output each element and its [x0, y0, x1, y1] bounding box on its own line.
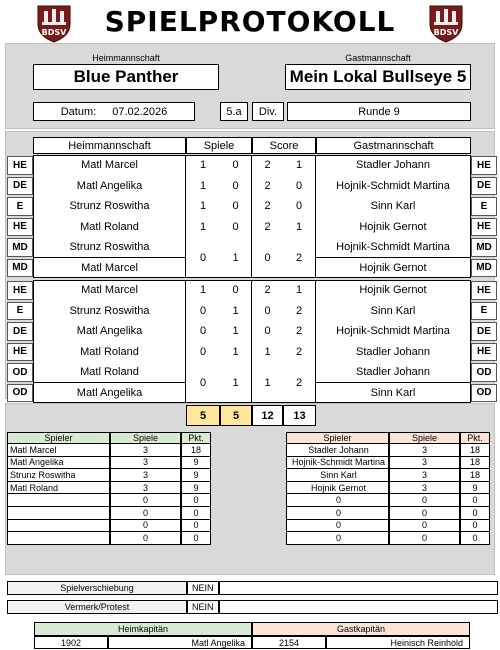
- stats-pts-cell: 0: [181, 507, 211, 520]
- stats-pts-cell: 9: [181, 457, 211, 470]
- match-type-home: MD: [7, 238, 33, 257]
- match-type-away: MD: [471, 259, 497, 278]
- table-header-games: Spiele: [186, 137, 252, 154]
- stats-games-cell: 3: [110, 457, 181, 470]
- note-extra: [219, 600, 498, 614]
- match-away-player: Sinn Karl: [316, 383, 471, 404]
- stats-name-cell: Sinn Karl: [286, 469, 389, 482]
- match-home-games: 1: [186, 280, 220, 301]
- total-away-score: 13: [283, 405, 316, 426]
- match-away-player: Hojnik Gernot: [316, 217, 471, 238]
- stats-name-cell: Hojnik-Schmidt Martina: [286, 457, 389, 470]
- match-away-player: Hojnik Gernot: [316, 258, 471, 279]
- home-captain-id: 1902: [34, 636, 108, 649]
- match-type-away: OD: [471, 363, 497, 382]
- stats-name-cell: 0: [286, 494, 389, 507]
- total-home-score: 12: [252, 405, 283, 426]
- match-home-score: 2: [252, 280, 283, 301]
- away-team-label: Gastmannschaft: [345, 53, 411, 63]
- league-field: 5.a: [220, 102, 248, 121]
- match-away-score: 1: [283, 155, 316, 176]
- match-away-games: 1: [220, 237, 252, 278]
- stats-pts-cell: 0: [181, 520, 211, 533]
- postponement-label: Spielverschiebung: [7, 581, 187, 595]
- stats-name-cell: [7, 520, 110, 533]
- stats-name-cell: 0: [286, 507, 389, 520]
- match-away-player: Stadler Johann: [316, 342, 471, 363]
- division-field: Div.: [252, 102, 284, 121]
- stats-pts-cell: 0: [460, 494, 490, 507]
- match-away-player: Sinn Karl: [316, 196, 471, 217]
- match-away-games: 0: [220, 196, 252, 217]
- away-captain-header: Gastkapitän: [252, 622, 470, 636]
- match-away-score: 2: [283, 321, 316, 342]
- match-away-player: Hojnik Gernot: [316, 280, 471, 301]
- away-team-name: Mein Lokal Bullseye 5: [285, 64, 471, 90]
- stats-games-cell: 3: [110, 469, 181, 482]
- match-away-games: 0: [220, 280, 252, 301]
- stats-games-cell: 3: [389, 482, 460, 495]
- match-type-home: HE: [7, 281, 33, 300]
- match-type-away: HE: [471, 156, 497, 175]
- postponement-value: NEIN: [187, 581, 219, 595]
- stats-games-cell: 0: [110, 494, 181, 507]
- match-home-score: 2: [252, 155, 283, 176]
- match-home-games: 0: [186, 301, 220, 322]
- stats-header-cell: Spieler: [286, 432, 389, 444]
- stats-name-cell: Matl Roland: [7, 482, 110, 495]
- match-type-away: HE: [471, 281, 497, 300]
- match-away-score: 0: [283, 196, 316, 217]
- match-away-games: 0: [220, 217, 252, 238]
- stats-name-cell: [7, 494, 110, 507]
- stats-header-cell: Spieler: [7, 432, 110, 444]
- match-away-player: Hojnik-Schmidt Martina: [316, 321, 471, 342]
- match-type-home: MD: [7, 259, 33, 278]
- page-title: SPIELPROTOKOLL: [104, 4, 396, 38]
- postponement-extra: [219, 581, 498, 595]
- match-away-score: 0: [283, 176, 316, 197]
- match-type-away: DE: [471, 322, 497, 341]
- match-type-home: DE: [7, 177, 33, 196]
- match-away-games: 1: [220, 362, 252, 403]
- table-header-away: Gastmannschaft: [316, 137, 471, 154]
- stats-header-cell: Spiele: [110, 432, 181, 444]
- away-captain-name: Heinisch Reinhold: [326, 636, 470, 649]
- match-home-games: 0: [186, 362, 220, 403]
- match-home-player: Strunz Roswitha: [33, 237, 186, 258]
- stats-name-cell: Strunz Roswitha: [7, 469, 110, 482]
- stats-pts-cell: 9: [460, 482, 490, 495]
- match-away-games: 0: [220, 176, 252, 197]
- match-home-player: Matl Marcel: [33, 155, 186, 176]
- match-type-away: HE: [471, 343, 497, 362]
- stats-name-cell: [7, 532, 110, 545]
- match-home-player: Matl Roland: [33, 362, 186, 383]
- stats-pts-cell: 9: [181, 482, 211, 495]
- match-away-score: 2: [283, 237, 316, 278]
- stats-games-cell: 3: [110, 444, 181, 457]
- match-type-away: HE: [471, 218, 497, 237]
- stats-pts-cell: 0: [460, 520, 490, 533]
- match-away-player: Hojnik-Schmidt Martina: [316, 176, 471, 197]
- stats-games-cell: 3: [389, 457, 460, 470]
- stats-pts-cell: 0: [181, 494, 211, 507]
- match-type-home: E: [7, 302, 33, 321]
- match-type-home: OD: [7, 363, 33, 382]
- match-type-away: DE: [471, 177, 497, 196]
- home-captain-name: Matl Angelika: [108, 636, 252, 649]
- stats-pts-cell: 0: [181, 532, 211, 545]
- match-away-score: 2: [283, 342, 316, 363]
- match-away-games: 1: [220, 301, 252, 322]
- match-type-home: DE: [7, 322, 33, 341]
- stats-name-cell: Hojnik Gernot: [286, 482, 389, 495]
- match-away-player: Hojnik-Schmidt Martina: [316, 237, 471, 258]
- away-captain-id: 2154: [252, 636, 326, 649]
- match-home-score: 0: [252, 321, 283, 342]
- total-away-games: 5: [220, 405, 252, 426]
- stats-pts-cell: 18: [181, 444, 211, 457]
- stats-games-cell: 0: [389, 494, 460, 507]
- match-away-games: 1: [220, 342, 252, 363]
- stats-pts-cell: 9: [181, 469, 211, 482]
- match-home-player: Matl Roland: [33, 342, 186, 363]
- match-type-home: HE: [7, 343, 33, 362]
- match-away-player: Stadler Johann: [316, 155, 471, 176]
- stats-pts-cell: 0: [460, 507, 490, 520]
- match-home-games: 1: [186, 176, 220, 197]
- match-home-score: 2: [252, 176, 283, 197]
- stats-name-cell: 0: [286, 532, 389, 545]
- stats-games-cell: 3: [389, 469, 460, 482]
- stats-games-cell: 0: [389, 520, 460, 533]
- stats-pts-cell: 18: [460, 469, 490, 482]
- match-type-away: MD: [471, 238, 497, 257]
- match-home-score: 1: [252, 362, 283, 403]
- match-home-games: 0: [186, 342, 220, 363]
- match-home-player: Matl Marcel: [33, 280, 186, 301]
- match-away-score: 2: [283, 362, 316, 403]
- match-away-score: 2: [283, 301, 316, 322]
- stats-pts-cell: 18: [460, 457, 490, 470]
- match-type-home: HE: [7, 156, 33, 175]
- match-home-score: 0: [252, 301, 283, 322]
- match-home-player: Matl Angelika: [33, 383, 186, 404]
- match-home-player: Strunz Roswitha: [33, 301, 186, 322]
- match-home-player: Strunz Roswitha: [33, 196, 186, 217]
- match-home-score: 0: [252, 237, 283, 278]
- home-team-label: Heimmannschaft: [92, 53, 160, 63]
- stats-games-cell: 0: [389, 507, 460, 520]
- match-home-player: Matl Marcel: [33, 258, 186, 279]
- svg-text:BDSV: BDSV: [433, 28, 459, 37]
- match-type-home: OD: [7, 384, 33, 403]
- stats-pts-cell: 18: [460, 444, 490, 457]
- match-home-score: 1: [252, 342, 283, 363]
- stats-name-cell: Matl Angelika: [7, 457, 110, 470]
- match-type-home: E: [7, 197, 33, 216]
- stats-games-cell: 0: [389, 532, 460, 545]
- match-type-away: E: [471, 197, 497, 216]
- home-captain-header: Heimkapitän: [34, 622, 252, 636]
- match-home-games: 1: [186, 196, 220, 217]
- date-label: Datum:: [60, 105, 97, 118]
- stats-pts-cell: 0: [460, 532, 490, 545]
- match-home-player: Matl Roland: [33, 217, 186, 238]
- match-home-player: Matl Angelika: [33, 176, 186, 197]
- match-home-games: 1: [186, 217, 220, 238]
- match-away-score: 1: [283, 280, 316, 301]
- match-home-games: 1: [186, 155, 220, 176]
- stats-header-cell: Pkt.: [181, 432, 211, 444]
- stats-games-cell: 0: [110, 532, 181, 545]
- match-home-score: 2: [252, 217, 283, 238]
- table-header-score: Score: [252, 137, 316, 154]
- match-type-away: OD: [471, 384, 497, 403]
- match-away-score: 1: [283, 217, 316, 238]
- stats-name-cell: Stadler Johann: [286, 444, 389, 457]
- match-type-home: HE: [7, 218, 33, 237]
- match-type-away: E: [471, 302, 497, 321]
- match-home-score: 2: [252, 196, 283, 217]
- match-home-games: 0: [186, 321, 220, 342]
- date-value: 07.02.2026: [112, 105, 168, 118]
- stats-header-cell: Spiele: [389, 432, 460, 444]
- match-away-player: Sinn Karl: [316, 301, 471, 322]
- match-away-player: Stadler Johann: [316, 362, 471, 383]
- match-home-player: Matl Angelika: [33, 321, 186, 342]
- stats-header-cell: Pkt.: [460, 432, 490, 444]
- match-away-games: 0: [220, 155, 252, 176]
- svg-text:BDSV: BDSV: [41, 28, 67, 37]
- stats-games-cell: 3: [389, 444, 460, 457]
- stats-name-cell: [7, 507, 110, 520]
- stats-name-cell: Matl Marcel: [7, 444, 110, 457]
- table-header-home: Heimmannschaft: [33, 137, 186, 154]
- home-team-name: Blue Panther: [33, 64, 219, 90]
- total-home-games: 5: [186, 405, 220, 426]
- match-away-games: 1: [220, 321, 252, 342]
- note-value: NEIN: [187, 600, 219, 614]
- stats-name-cell: 0: [286, 520, 389, 533]
- stats-games-cell: 0: [110, 507, 181, 520]
- match-home-games: 0: [186, 237, 220, 278]
- round-field: Runde 9: [287, 102, 471, 121]
- stats-games-cell: 3: [110, 482, 181, 495]
- note-label: Vermerk/Protest: [7, 600, 187, 614]
- stats-games-cell: 0: [110, 520, 181, 533]
